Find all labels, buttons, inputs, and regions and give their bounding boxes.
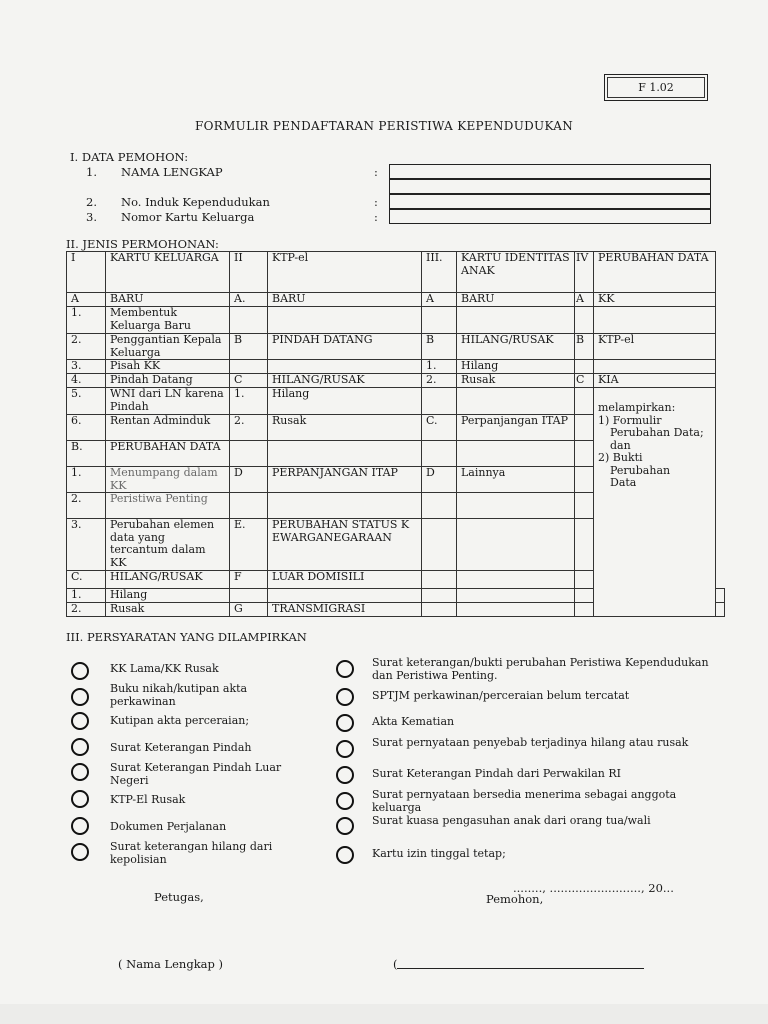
req-checkbox-left-2[interactable] bbox=[71, 688, 89, 706]
field-label-nik: No. Induk Kependudukan bbox=[121, 195, 270, 209]
cell bbox=[457, 571, 575, 589]
cell: Hilang bbox=[457, 360, 575, 374]
nama-lengkap-field-line2[interactable] bbox=[389, 179, 711, 194]
nomor-kk-field[interactable] bbox=[389, 209, 711, 224]
req-checkbox-right-3[interactable] bbox=[336, 714, 354, 732]
section1-heading: I. DATA PEMOHON: bbox=[70, 150, 189, 164]
cell: 4. bbox=[67, 374, 106, 388]
cell bbox=[268, 360, 422, 374]
cell: Hilang bbox=[268, 388, 422, 415]
cell bbox=[230, 307, 268, 334]
req-label-left-5: Surat Keterangan Pindah Luar Negeri bbox=[110, 761, 282, 787]
cell: Rusak bbox=[268, 415, 422, 441]
req-label-left-4: Surat Keterangan Pindah bbox=[110, 741, 252, 754]
cell: Lainnya bbox=[457, 467, 575, 493]
req-checkbox-right-5[interactable] bbox=[336, 766, 354, 784]
cell bbox=[716, 603, 725, 617]
req-checkbox-right-1[interactable] bbox=[336, 660, 354, 678]
cell: Menumpang dalam KK bbox=[106, 467, 230, 493]
cell: Rusak bbox=[106, 603, 230, 617]
cell bbox=[575, 360, 594, 374]
table-row bbox=[67, 360, 725, 374]
req-label-left-2: Buku nikah/kutipan akta perkawinan bbox=[110, 682, 248, 708]
cell: Penggantian Kepala Keluarga bbox=[106, 334, 230, 360]
cell: HILANG/RUSAK bbox=[457, 334, 575, 360]
col-roman: IV bbox=[575, 252, 594, 293]
attachment-item-1: 1) Formulir Perubahan Data; dan bbox=[598, 413, 704, 452]
cell: BARU bbox=[106, 293, 230, 307]
req-checkbox-left-8[interactable] bbox=[71, 843, 89, 861]
applicant-name-open: ( bbox=[393, 957, 398, 971]
req-checkbox-right-7[interactable] bbox=[336, 817, 354, 835]
cell: A bbox=[422, 293, 457, 307]
cell: E. bbox=[230, 519, 268, 571]
cell: Pisah KK bbox=[106, 360, 230, 374]
field-num-3: 3. bbox=[86, 210, 97, 224]
cell bbox=[575, 493, 594, 519]
attachment-note-cell bbox=[594, 388, 716, 617]
cell bbox=[268, 441, 422, 467]
scan-shadow bbox=[0, 1004, 768, 1024]
req-label-right-5: Surat Keterangan Pindah dari Perwakilan RI bbox=[372, 767, 621, 780]
cell bbox=[457, 307, 575, 334]
req-label-right-1: Surat keterangan/bukti perubahan Peristiwa Kependudukan dan Peristiwa Penting. bbox=[372, 656, 709, 682]
cell: 1. bbox=[67, 467, 106, 493]
cell bbox=[457, 603, 575, 617]
cell bbox=[422, 307, 457, 334]
cell: 2. bbox=[230, 415, 268, 441]
req-checkbox-right-6[interactable] bbox=[336, 792, 354, 810]
cell: Rusak bbox=[457, 374, 575, 388]
req-label-left-7: Dokumen Perjalanan bbox=[110, 820, 227, 833]
cell: 2. bbox=[67, 603, 106, 617]
applicant-signature-line[interactable] bbox=[397, 968, 644, 969]
permohonan-table bbox=[66, 251, 725, 617]
cell: 1. bbox=[67, 589, 106, 603]
req-label-left-3: Kutipan akta perceraian; bbox=[110, 714, 250, 727]
cell: TRANSMIGRASI bbox=[268, 603, 422, 617]
nama-lengkap-field[interactable] bbox=[389, 164, 711, 179]
cell bbox=[457, 589, 575, 603]
cell: PINDAH DATANG bbox=[268, 334, 422, 360]
cell bbox=[575, 519, 594, 571]
cell bbox=[268, 493, 422, 519]
cell: G bbox=[230, 603, 268, 617]
cell bbox=[422, 493, 457, 519]
form-code-box bbox=[604, 74, 708, 101]
applicant-label: Pemohon, bbox=[486, 892, 544, 906]
cell bbox=[575, 388, 594, 415]
cell: HILANG/RUSAK bbox=[268, 374, 422, 388]
cell bbox=[230, 360, 268, 374]
field-colon-2: : bbox=[374, 195, 378, 209]
field-colon-3: : bbox=[374, 210, 378, 224]
cell bbox=[575, 603, 594, 617]
cell: A bbox=[67, 293, 106, 307]
field-label-nama: NAMA LENGKAP bbox=[121, 165, 223, 179]
req-label-left-6: KTP-El Rusak bbox=[110, 793, 186, 806]
cell bbox=[575, 589, 594, 603]
req-checkbox-right-8[interactable] bbox=[336, 846, 354, 864]
cell: 1. bbox=[67, 307, 106, 334]
req-label-right-4: Surat pernyataan penyebab terjadinya hilang atau rusak bbox=[372, 736, 689, 749]
req-label-right-2: SPTJM perkawinan/perceraian belum tercatat bbox=[372, 689, 630, 702]
cell: Rentan Adminduk bbox=[106, 415, 230, 441]
cell: 1. bbox=[230, 388, 268, 415]
cell: KIA bbox=[594, 374, 716, 388]
cell: KK bbox=[594, 293, 716, 307]
cell bbox=[230, 441, 268, 467]
cell bbox=[422, 571, 457, 589]
req-checkbox-left-4[interactable] bbox=[71, 738, 89, 756]
col-kk: KARTU KELUARGA bbox=[106, 252, 230, 293]
cell: WNI dari LN karena Pindah bbox=[106, 388, 230, 415]
cell: Peristiwa Penting bbox=[106, 493, 230, 519]
date-line: ........, ........................., 20... bbox=[513, 881, 674, 895]
cell: C. bbox=[67, 571, 106, 589]
table-row bbox=[67, 307, 725, 334]
cell bbox=[422, 589, 457, 603]
col-roman: I bbox=[67, 252, 106, 293]
cell: B bbox=[422, 334, 457, 360]
cell bbox=[716, 589, 725, 603]
officer-label: Petugas, bbox=[154, 890, 204, 904]
cell: C bbox=[575, 374, 594, 388]
cell: D bbox=[230, 467, 268, 493]
cell: Perubahan elemen data yang tercantum dalam KK bbox=[106, 519, 230, 571]
cell bbox=[230, 589, 268, 603]
attachment-intro: melampirkan: bbox=[598, 401, 676, 414]
table-row bbox=[67, 374, 725, 388]
cell bbox=[575, 571, 594, 589]
cell: KTP-el bbox=[594, 334, 716, 360]
cell bbox=[457, 388, 575, 415]
req-label-right-7: Surat kuasa pengasuhan anak dari orang tua/wali bbox=[372, 814, 651, 827]
req-label-right-8: Kartu izin tinggal tetap; bbox=[372, 847, 506, 860]
req-checkbox-left-5[interactable] bbox=[71, 763, 89, 781]
cell bbox=[268, 307, 422, 334]
page-title: FORMULIR PENDAFTARAN PERISTIWA KEPENDUDUKAN bbox=[195, 119, 573, 133]
cell bbox=[575, 441, 594, 467]
cell: B bbox=[575, 334, 594, 360]
table-row bbox=[67, 293, 725, 307]
field-label-kk: Nomor Kartu Keluarga bbox=[121, 210, 255, 224]
cell: 2. bbox=[67, 334, 106, 360]
col-roman: III. bbox=[422, 252, 457, 293]
cell: F bbox=[230, 571, 268, 589]
cell: 3. bbox=[67, 360, 106, 374]
req-label-right-3: Akta Kematian bbox=[372, 715, 455, 728]
cell bbox=[575, 415, 594, 441]
col-perubahan: PERUBAHAN DATA bbox=[594, 252, 716, 293]
field-colon-1: : bbox=[374, 165, 378, 179]
cell: B. bbox=[67, 441, 106, 467]
req-label-left-1: KK Lama/KK Rusak bbox=[110, 662, 219, 675]
cell: C. bbox=[422, 415, 457, 441]
cell bbox=[422, 519, 457, 571]
table-row bbox=[67, 334, 725, 360]
cell: A. bbox=[230, 293, 268, 307]
col-roman: II bbox=[230, 252, 268, 293]
cell bbox=[230, 493, 268, 519]
req-checkbox-left-7[interactable] bbox=[71, 817, 89, 835]
cell: 2. bbox=[422, 374, 457, 388]
table-header-row bbox=[67, 252, 725, 293]
req-label-left-8: Surat keterangan hilang dari kepolisian bbox=[110, 840, 273, 866]
cell: B bbox=[230, 334, 268, 360]
req-checkbox-left-1[interactable] bbox=[71, 662, 89, 680]
section3-heading: III. PERSYARATAN YANG DILAMPIRKAN bbox=[66, 630, 307, 644]
cell bbox=[594, 360, 716, 374]
cell: LUAR DOMISILI bbox=[268, 571, 422, 589]
col-kia: KARTU IDENTITAS ANAK bbox=[457, 252, 575, 293]
req-checkbox-right-4[interactable] bbox=[336, 740, 354, 758]
cell bbox=[422, 388, 457, 415]
cell bbox=[575, 467, 594, 493]
req-checkbox-left-6[interactable] bbox=[71, 790, 89, 808]
cell: PERPANJANGAN ITAP bbox=[268, 467, 422, 493]
cell: Pindah Datang bbox=[106, 374, 230, 388]
req-label-right-6: Surat pernyataan bersedia menerima sebagai anggota keluarga bbox=[372, 788, 677, 814]
cell: Perpanjangan ITAP bbox=[457, 415, 575, 441]
field-num-1: 1. bbox=[86, 165, 97, 179]
cell: PERUBAHAN DATA bbox=[106, 441, 230, 467]
nik-field[interactable] bbox=[389, 194, 711, 209]
attachment-item-2: 2) Bukti Perubahan Data bbox=[598, 451, 671, 489]
cell: 6. bbox=[67, 415, 106, 441]
cell: 3. bbox=[67, 519, 106, 571]
req-checkbox-right-2[interactable] bbox=[336, 688, 354, 706]
form-code: F 1.02 bbox=[638, 81, 674, 94]
cell bbox=[457, 441, 575, 467]
cell bbox=[457, 493, 575, 519]
cell: Hilang bbox=[106, 589, 230, 603]
cell: 5. bbox=[67, 388, 106, 415]
cell bbox=[575, 307, 594, 334]
cell: D bbox=[422, 467, 457, 493]
cell: 1. bbox=[422, 360, 457, 374]
cell: PERUBAHAN STATUS KEWARGANEGARAAN bbox=[268, 519, 422, 571]
cell bbox=[594, 307, 716, 334]
cell: 2. bbox=[67, 493, 106, 519]
section2-heading: II. JENIS PERMOHONAN: bbox=[66, 237, 219, 251]
cell: C bbox=[230, 374, 268, 388]
cell bbox=[422, 441, 457, 467]
cell: BARU bbox=[268, 293, 422, 307]
cell bbox=[457, 519, 575, 571]
cell bbox=[422, 603, 457, 617]
req-checkbox-left-3[interactable] bbox=[71, 712, 89, 730]
cell: Membentuk Keluarga Baru bbox=[106, 307, 230, 334]
cell bbox=[268, 589, 422, 603]
cell: A bbox=[575, 293, 594, 307]
table-row bbox=[67, 388, 725, 415]
field-num-2: 2. bbox=[86, 195, 97, 209]
cell: BARU bbox=[457, 293, 575, 307]
officer-name: ( Nama Lengkap ) bbox=[118, 957, 224, 971]
col-ktp: KTP-el bbox=[268, 252, 422, 293]
cell: HILANG/RUSAK bbox=[106, 571, 230, 589]
